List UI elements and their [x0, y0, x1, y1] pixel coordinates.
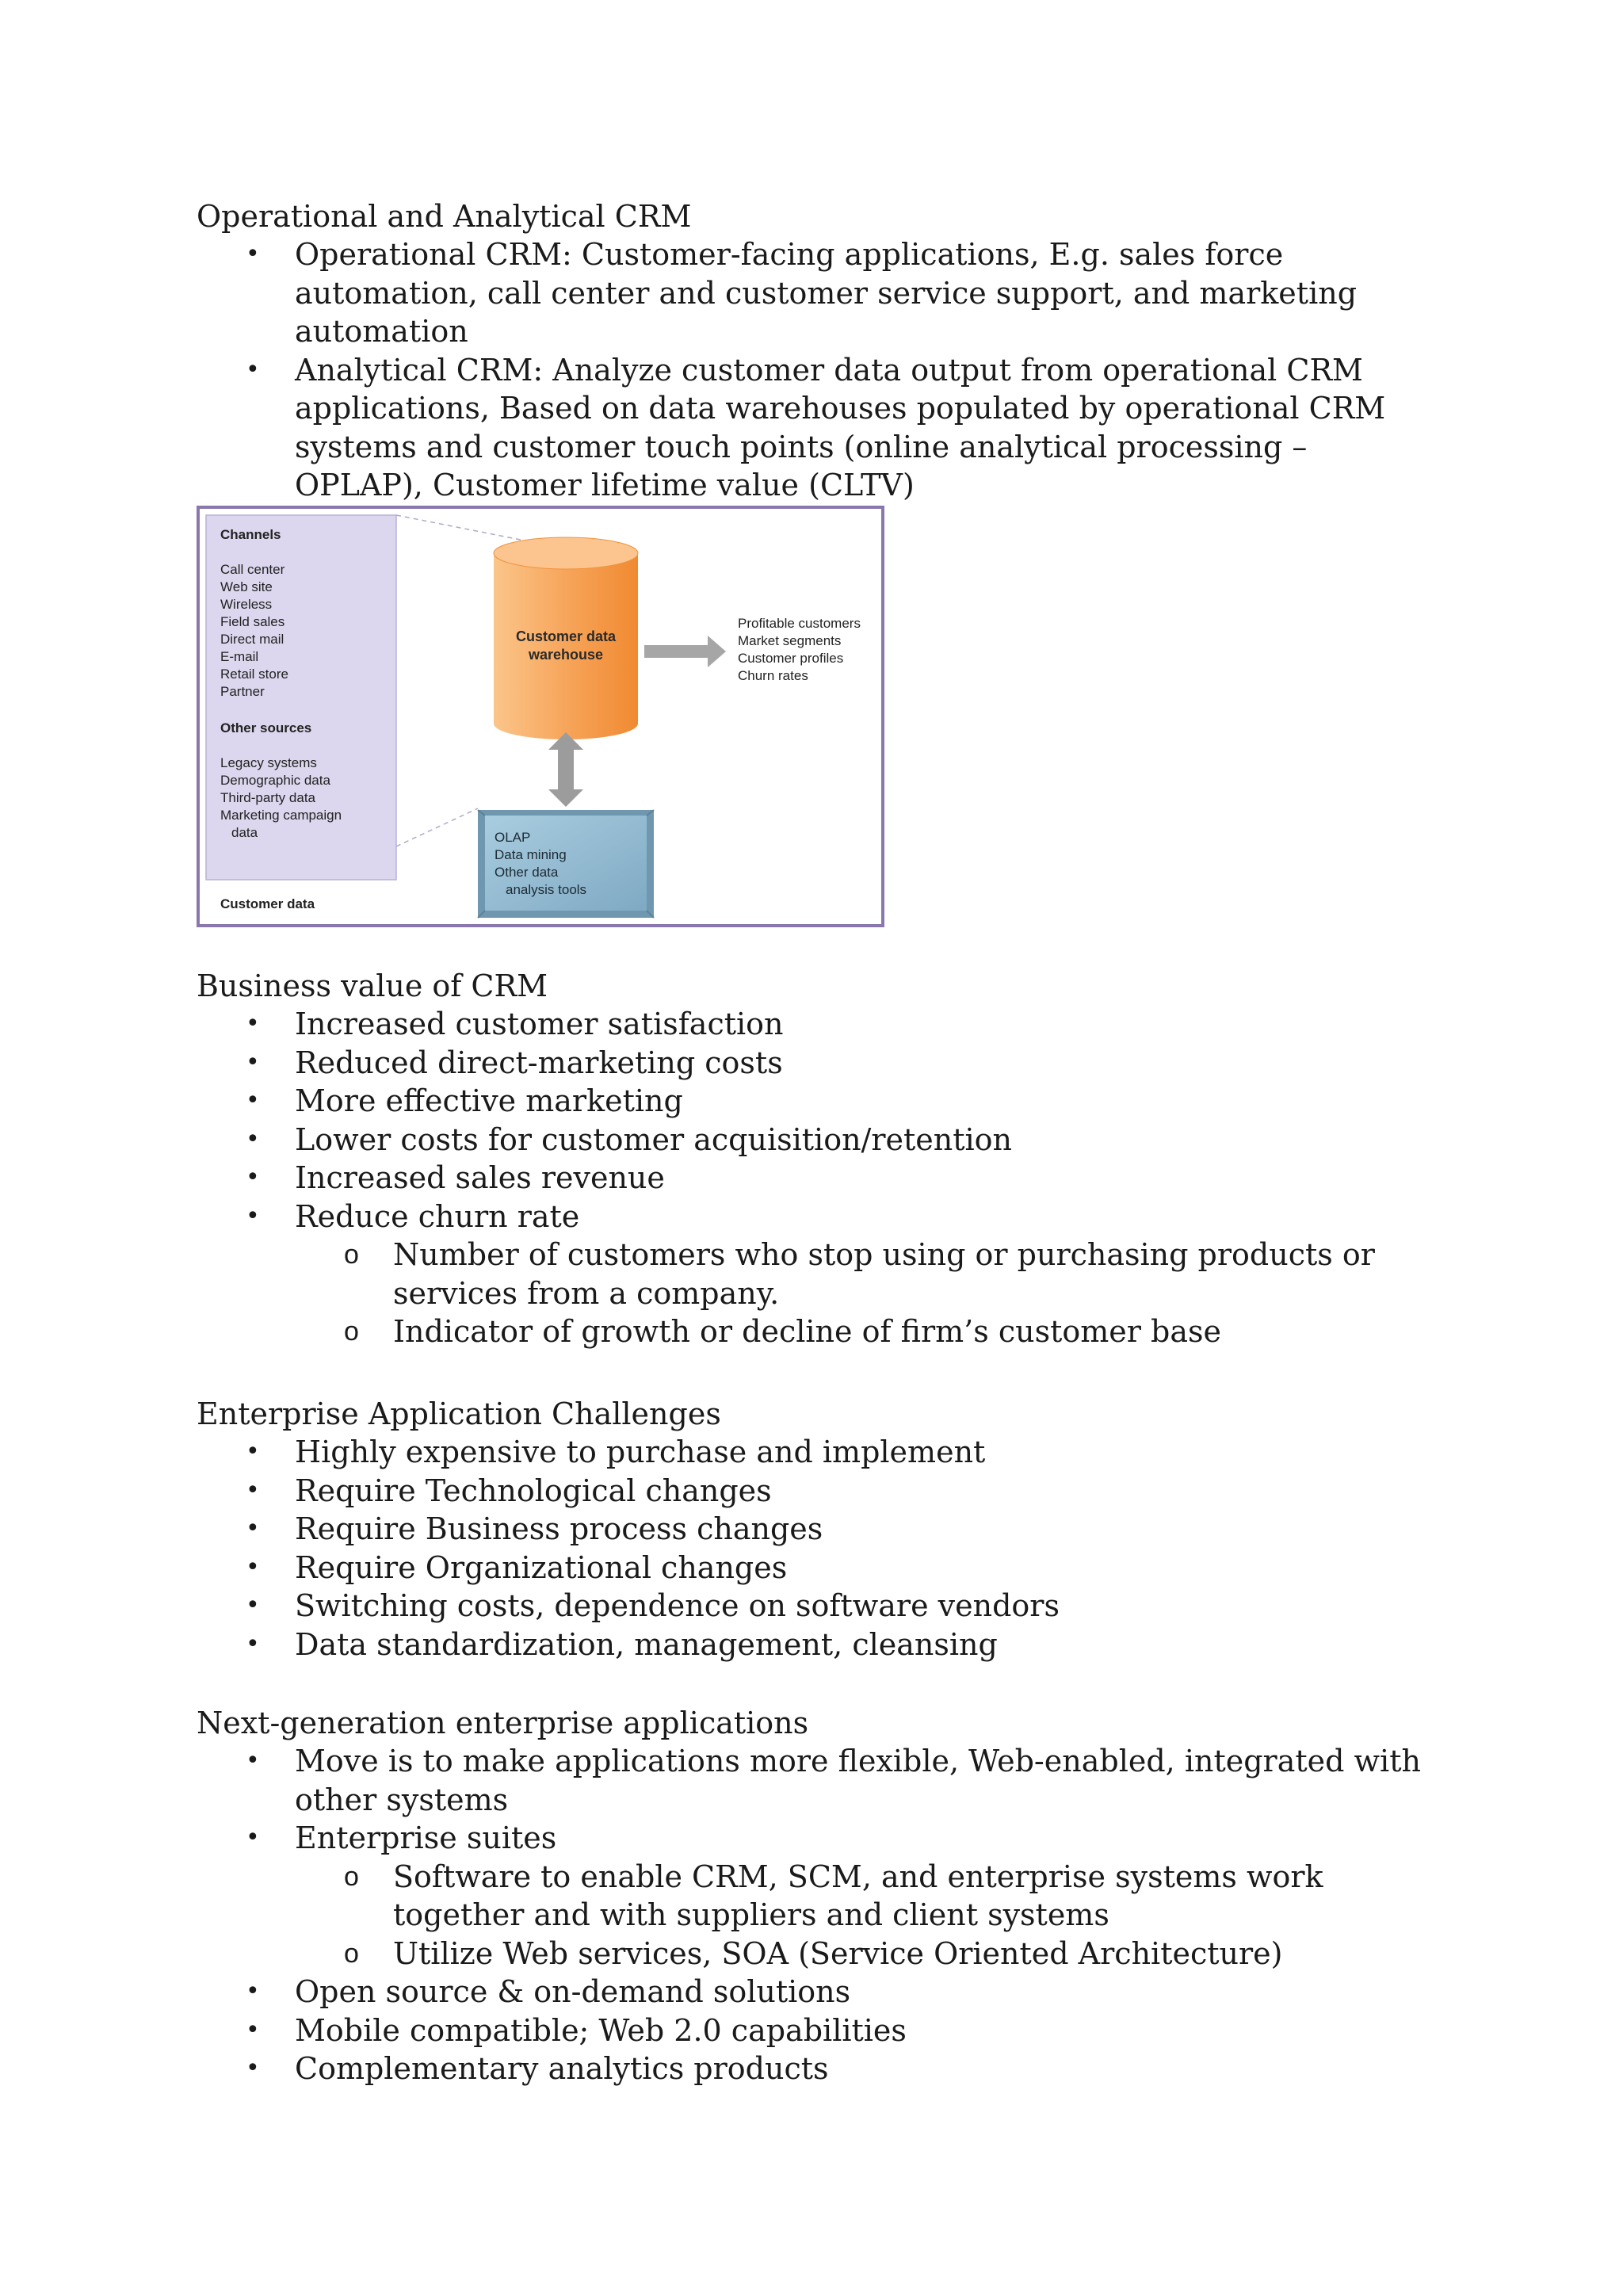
other-source-item: Legacy systems: [220, 755, 317, 770]
list-item: • Mobile compatible; Web 2.0 capabilities: [197, 2011, 1433, 2050]
list-item: • Complementary analytics products: [197, 2050, 1433, 2088]
tool-item: OLAP: [495, 830, 531, 845]
tool-item: Other data: [495, 865, 559, 880]
sub-list-item: o Number of customers who stop using or purchasing products or services from a company.: [295, 1236, 1433, 1312]
section-next-generation: [197, 1704, 1433, 2088]
channel-item: E-mail: [220, 649, 259, 664]
bullet-list: [197, 235, 1433, 505]
other-sources-title: Other sources: [220, 720, 312, 735]
list-item: • Increased sales revenue: [197, 1159, 1433, 1198]
tool-item: analysis tools: [506, 882, 587, 897]
channel-item: Retail store: [220, 667, 288, 682]
list-item: • More effective marketing: [197, 1082, 1433, 1121]
list-item: • Data standardization, management, cleansing: [197, 1626, 1433, 1664]
list-item: • Require Technological changes: [197, 1472, 1433, 1511]
channel-item: Partner: [220, 684, 265, 699]
bullet-list: [197, 1433, 1433, 1664]
output-item: Profitable customers: [738, 616, 861, 631]
sub-list-item: o Indicator of growth or decline of firm’s customer base: [295, 1312, 1433, 1351]
channel-item: Wireless: [220, 597, 273, 612]
list-item: • Require Business process changes: [197, 1510, 1433, 1549]
channels-title: Channels: [220, 527, 281, 542]
customer-data-label: Customer data: [220, 896, 315, 911]
list-item: • Reduce churn rate: [197, 1198, 1433, 1236]
sub-list-item: o Software to enable CRM, SCM, and enterprise systems work together and with suppliers and client systems: [295, 1858, 1433, 1935]
list-item: • Analytical CRM: Analyze customer data output from operational CRM applications, Based on data warehouses populated by operational CRM systems and customer touch points (online analytical processing – OPLAP), Customer lifetime value (CLTV): [197, 351, 1433, 505]
other-source-item: data: [231, 825, 258, 840]
list-item: • Highly expensive to purchase and implement: [197, 1433, 1433, 1472]
section-heading: Business value of CRM: [197, 968, 548, 1003]
section-business-value: [197, 967, 1433, 1351]
sub-bullet-list: [295, 1858, 1433, 1973]
list-item: • Lower costs for customer acquisition/retention: [197, 1121, 1433, 1159]
output-item: Churn rates: [738, 668, 808, 683]
sub-list-item: o Utilize Web services, SOA (Service Oriented Architecture): [295, 1935, 1433, 1973]
other-source-item: Marketing campaign: [220, 808, 342, 823]
section-heading: Operational and Analytical CRM: [197, 199, 692, 234]
list-item: • Switching costs, dependence on software vendors: [197, 1587, 1433, 1626]
bullet-list: [197, 1973, 1433, 2088]
list-item: • Increased customer satisfaction: [197, 1005, 1433, 1044]
list-item: • Open source & on-demand solutions: [197, 1973, 1433, 2011]
list-item: • Operational CRM: Customer-facing applications, E.g. sales force automation, call center and customer service support, and marketing automation: [197, 235, 1433, 351]
channel-item: Field sales: [220, 614, 285, 629]
section-enterprise-challenges: [197, 1395, 1433, 1664]
list-item: • Enterprise suites: [197, 1819, 1433, 1858]
channel-item: Web site: [220, 579, 273, 594]
bullet-list: [197, 1005, 1433, 1236]
section-operational-analytical-crm: [197, 197, 1433, 505]
tool-item: Data mining: [495, 847, 567, 862]
list-item: • Reduced direct-marketing costs: [197, 1044, 1433, 1083]
analysis-tools-box: [478, 810, 654, 918]
sub-bullet-list: [295, 1236, 1433, 1351]
warehouse-label: Customer data: [515, 628, 617, 644]
section-heading: Next-generation enterprise applications: [197, 1706, 809, 1740]
section-heading: Enterprise Application Challenges: [197, 1396, 721, 1431]
warehouse-label: warehouse: [528, 647, 604, 663]
output-item: Market segments: [738, 633, 842, 648]
other-source-item: Third-party data: [220, 790, 315, 805]
channel-item: Direct mail: [220, 632, 285, 647]
crm-architecture-diagram: [197, 506, 884, 927]
other-source-item: Demographic data: [220, 773, 330, 788]
channel-item: Call center: [220, 562, 285, 577]
list-item: • Require Organizational changes: [197, 1549, 1433, 1587]
bullet-list: [197, 1742, 1433, 1858]
list-item: • Move is to make applications more flexible, Web-enabled, integrated with other systems: [197, 1742, 1433, 1819]
output-item: Customer profiles: [738, 651, 844, 666]
